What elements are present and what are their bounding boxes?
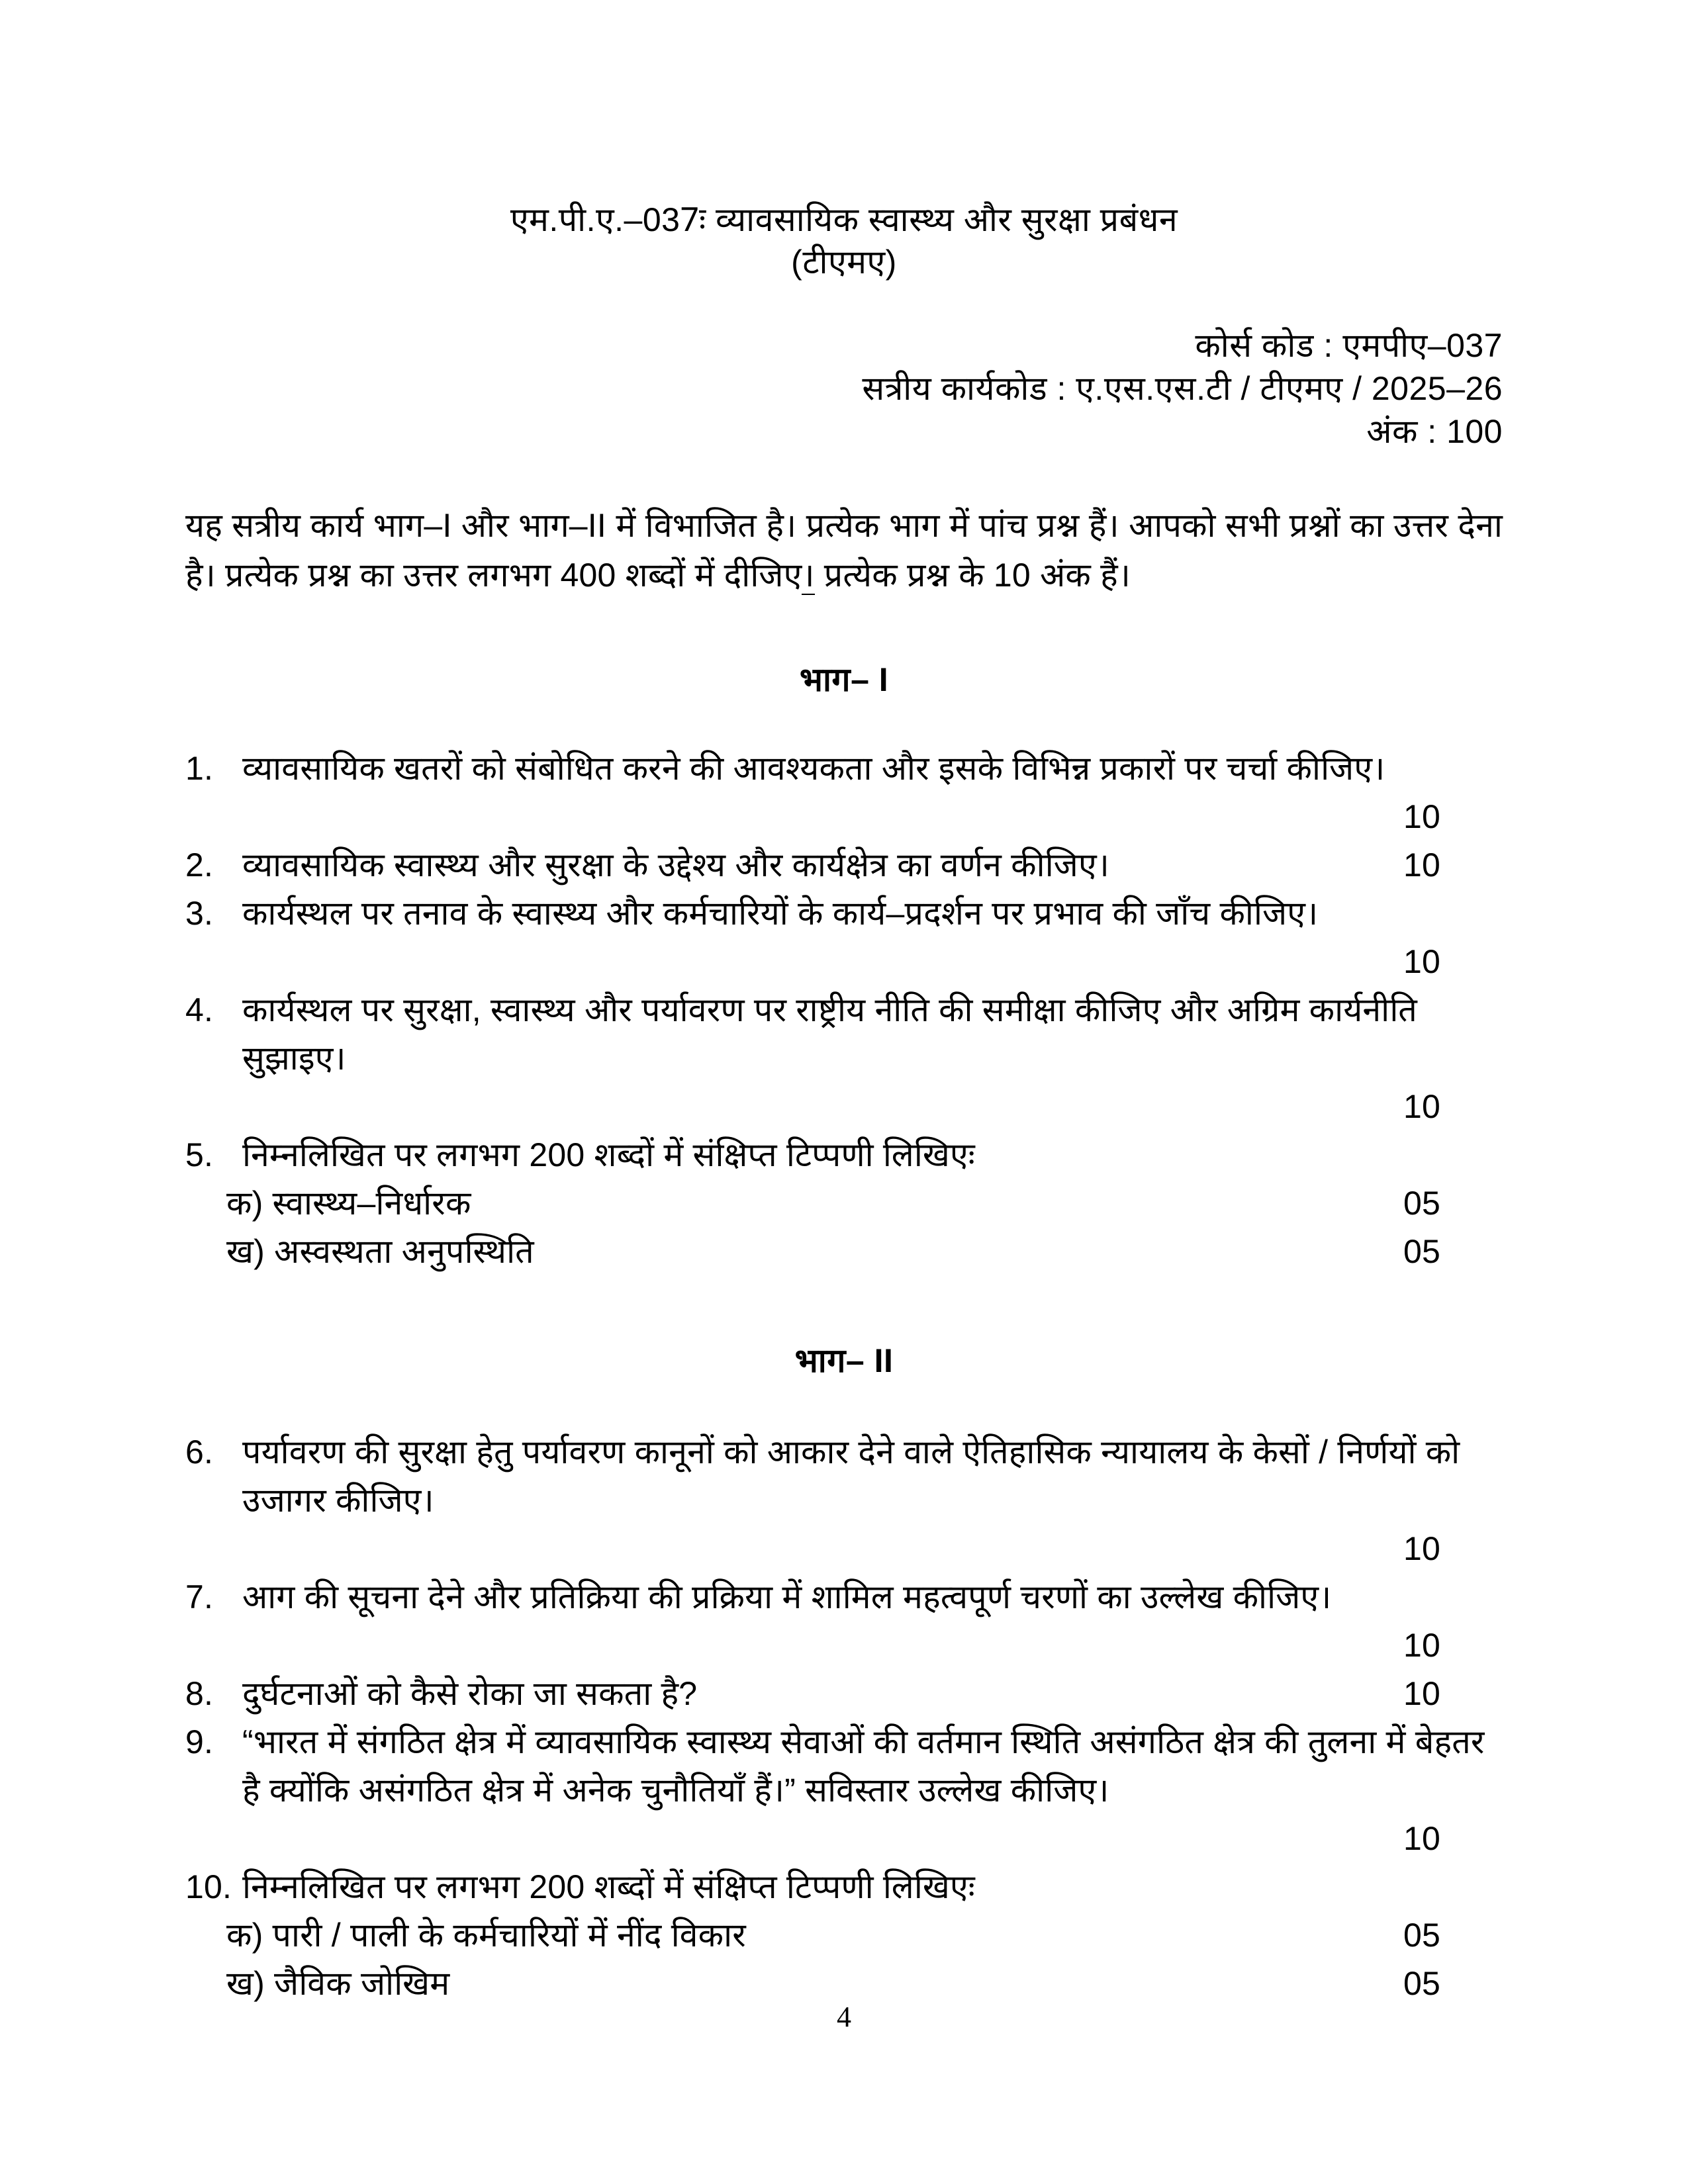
instructions-text-part-1: यह सत्रीय कार्य भाग–I और भाग–II में विभाजित है। प्रत्येक भाग में पांच प्रश्न हैं। आपको सभी प्रश्नों का उत्तर देना है। प्रत्येक प्रश्न का उत्तर लगभग 400 शब्दों में दीजिए xyxy=(185,507,1503,594)
part-1-question-list xyxy=(185,745,1503,1276)
subitem-label: क) पारी / पाली के कर्मचारियों में नींद विकार xyxy=(226,1917,746,1954)
question-body xyxy=(242,1131,1503,1179)
question-item xyxy=(185,1573,1503,1621)
question-text: व्यावसायिक स्वास्थ्य और सुरक्षा के उद्देश्य और कार्यक्षेत्र का वर्णन कीजिए। xyxy=(242,846,1109,884)
course-title-line-2: (टीएमए) xyxy=(791,244,897,281)
question-marks: 10 xyxy=(1403,1088,1441,1125)
question-item xyxy=(185,1718,1503,1815)
question-text: निम्नलिखित पर लगभग 200 शब्दों में संक्षिप्त टिप्पणी लिखिएः xyxy=(242,1136,975,1173)
question-number: 10. xyxy=(185,1868,232,1905)
question-marks: 10 xyxy=(1403,1530,1441,1567)
question-number: 2. xyxy=(185,846,214,884)
question-item xyxy=(185,889,1503,938)
question-number: 9. xyxy=(185,1723,214,1760)
question-body xyxy=(242,1670,1503,1718)
question-text: कार्यस्थल पर सुरक्षा, स्वास्थ्य और पर्यावरण पर राष्ट्रीय नीति की समीक्षा कीजिए और अग्रिम कार्यनीति सुझाइए। xyxy=(242,991,1417,1077)
question-subitem xyxy=(185,1228,1503,1276)
subitem-label: ख) जैविक जोखिम xyxy=(226,1965,450,2002)
question-text: व्यावसायिक खतरों को संबोधित करने की आवश्यकता और इसके विभिन्न प्रकारों पर चर्चा कीजिए। xyxy=(242,750,1385,787)
subitem-marks: 05 xyxy=(1403,1233,1441,1270)
course-title-line-1: एम.पी.ए.–037ः व्यावसायिक स्वास्थ्य और सुरक्षा प्रबंधन xyxy=(510,201,1178,238)
question-marks: 10 xyxy=(1403,1820,1441,1857)
question-marks: 10 xyxy=(1403,1627,1441,1664)
question-text: “भारत में संगठित क्षेत्र में व्यावसायिक स्वास्थ्य सेवाओं की वर्तमान स्थिति असंगठित क्षेत्र की तुलना में बेहतर है क्योंकि असंगठित क्षेत्र में अनेक चुनौतियाँ हैं।” सविस्तार उल्लेख कीजिए। xyxy=(242,1723,1485,1809)
question-text: दुर्घटनाओं को कैसे रोका जा सकता है? xyxy=(242,1675,698,1712)
question-text: आग की सूचना देने और प्रतिक्रिया की प्रक्रिया में शामिल महत्वपूर्ण चरणों का उल्लेख कीजिए। xyxy=(242,1578,1332,1615)
subitem-marks: 05 xyxy=(1403,1965,1441,2002)
course-meta-block xyxy=(185,324,1503,453)
question-subitem xyxy=(185,1911,1503,1960)
instructions-text-part-2: प्रत्येक प्रश्न के 10 अंक हैं। xyxy=(814,557,1131,594)
marks-row xyxy=(185,1525,1503,1573)
question-number: 7. xyxy=(185,1578,214,1615)
question-number: 6. xyxy=(185,1433,214,1471)
question-subitem xyxy=(185,1179,1503,1228)
marks-row xyxy=(185,938,1503,986)
question-marks: 10 xyxy=(1403,943,1441,980)
question-item xyxy=(185,1131,1503,1179)
page-content xyxy=(185,199,1503,2008)
instructions-underlined-segment: । xyxy=(802,557,815,594)
question-body xyxy=(242,745,1503,793)
question-text: निम्नलिखित पर लगभग 200 शब्दों में संक्षिप्त टिप्पणी लिखिएः xyxy=(242,1868,975,1905)
question-number: 4. xyxy=(185,991,214,1028)
subitem-label: ख) अस्वस्थता अनुपस्थिति xyxy=(226,1233,534,1270)
page-number-footer: 4 xyxy=(837,2001,851,2033)
marks-row xyxy=(185,1815,1503,1863)
marks-row xyxy=(185,1621,1503,1670)
page-title xyxy=(185,199,1503,283)
marks-row xyxy=(185,1083,1503,1131)
question-body xyxy=(242,841,1503,889)
total-marks-row: अंक : 100 xyxy=(1366,413,1503,450)
question-number: 3. xyxy=(185,895,214,932)
question-number: 1. xyxy=(185,750,214,787)
part-2-heading: भाग– II xyxy=(794,1342,894,1379)
instructions-paragraph xyxy=(185,501,1503,600)
question-marks: 10 xyxy=(1403,1675,1441,1712)
marks-row xyxy=(185,793,1503,841)
question-item xyxy=(185,1428,1503,1525)
course-code-row: कोर्स कोड : एमपीए–037 xyxy=(1195,327,1503,364)
question-body xyxy=(242,889,1503,938)
question-marks: 10 xyxy=(1403,846,1441,884)
question-item xyxy=(185,1670,1503,1718)
subitem-label: क) स्वास्थ्य–निर्धारक xyxy=(226,1185,471,1222)
question-body xyxy=(242,1573,1503,1621)
question-body xyxy=(242,1863,1503,1911)
question-text: कार्यस्थल पर तनाव के स्वास्थ्य और कर्मचारियों के कार्य–प्रदर्शन पर प्रभाव की जाँच कीजिए। xyxy=(242,895,1319,932)
question-number: 8. xyxy=(185,1675,214,1712)
question-body xyxy=(242,986,1503,1083)
subitem-marks: 05 xyxy=(1403,1185,1441,1222)
question-text: पर्यावरण की सुरक्षा हेतु पर्यावरण कानूनों को आकार देने वाले ऐतिहासिक न्यायालय के केसों / निर्णयों को उजागर कीजिए। xyxy=(242,1433,1460,1519)
question-item xyxy=(185,1863,1503,1911)
question-number: 5. xyxy=(185,1136,214,1173)
part-2-question-list xyxy=(185,1428,1503,2008)
question-body xyxy=(242,1718,1503,1815)
subitem-marks: 05 xyxy=(1403,1917,1441,1954)
question-marks: 10 xyxy=(1403,798,1441,835)
assignment-code-row: सत्रीय कार्यकोड : ए.एस.एस.टी / टीएमए / 2025–26 xyxy=(862,370,1503,407)
question-body xyxy=(242,1428,1503,1525)
question-item xyxy=(185,745,1503,793)
question-item xyxy=(185,986,1503,1083)
part-1-heading: भाग– I xyxy=(799,661,889,698)
question-item xyxy=(185,841,1503,889)
